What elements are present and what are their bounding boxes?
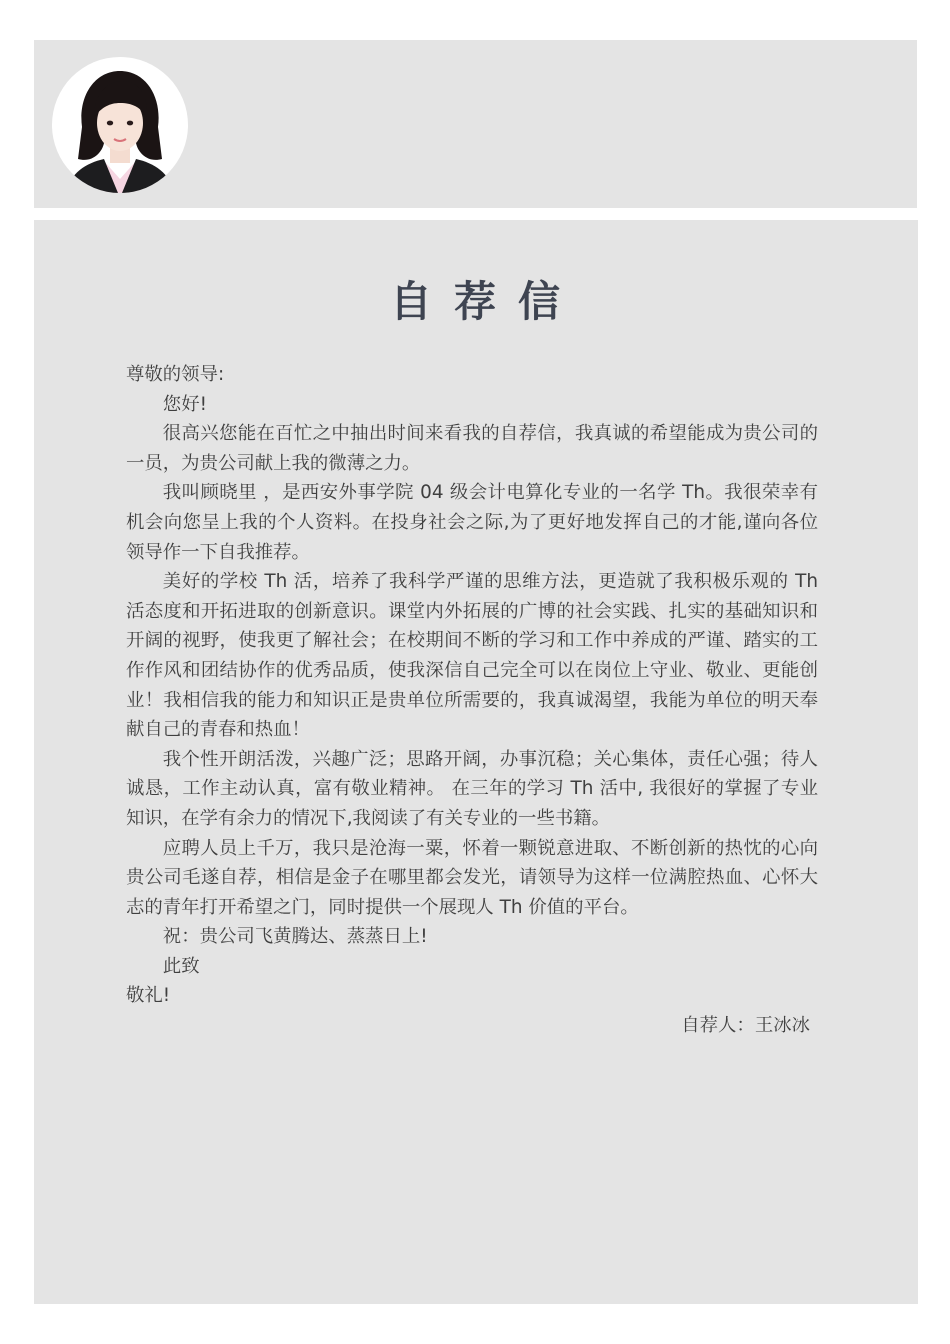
portrait-illustration	[52, 57, 188, 193]
letter-paragraph-4: 我个性开朗活泼，兴趣广泛；思路开阔，办事沉稳；关心集体，责任心强；待人诚恳，工作主动认真，富有敬业精神。 在三年的学习 Th 活中, 我很好的掌握了专业知识，在学有余力的情况下,我阅读了有关专业的一些书籍。	[126, 748, 818, 829]
letter-salutation: 尊敬的领导:	[126, 364, 225, 385]
profile-photo-avatar	[52, 57, 188, 193]
right-eye-shape	[127, 121, 133, 126]
letter-closing-1: 此致	[162, 955, 200, 977]
letter-body	[126, 360, 818, 1041]
letter-closing-2: 敬礼!	[126, 985, 171, 1007]
letter-paragraph-3: 美好的学校 Th 活，培养了我科学严谨的思维方法，更造就了我积极乐观的 Th 活态度和开拓进取的创新意识。课堂内外拓展的广博的社会实践、扎实的基础知识和开阔的视野，使我更了解社会；在校期间不断的学习和工作中养成的严谨、踏实的工作作风和团结协作的优秀品质，使我深信自己完全可以在岗位上守业、敬业、更能创业！我相信我的能力和知识正是贵单位所需要的，我真诚渴望，我能为单位的明天奉献自己的青春和热血！	[126, 571, 818, 741]
left-eye-shape	[107, 121, 113, 126]
letter-wish: 祝：贵公司飞黄腾达、蒸蒸日上!	[162, 926, 428, 948]
letter-paragraph-2: 我叫顾晓里 ，是西安外事学院 04 级会计电算化专业的一名学 Th。我很荣幸有机会向您呈上我的个人资料。在投身社会之际,为了更好地发挥自己的才能,谨向各位领导作一下自我推荐。	[126, 482, 818, 563]
letter-signature: 自荐人：王冰冰	[681, 1015, 810, 1037]
letter-paragraph-1: 很高兴您能在百忙之中抽出时间来看我的自荐信，我真诚的希望能成为贵公司的一员，为贵公司献上我的微薄之力。	[126, 423, 818, 474]
letter-greeting: 您好!	[162, 393, 207, 415]
letter-paragraph-5: 应聘人员上千万，我只是沧海一粟，怀着一颗锐意进取、不断创新的热忱的心向贵公司毛遂自荐，相信是金子在哪里都会发光，请领导为这样一位满腔热血、心怀大志的青年打开希望之门，同时提供一个展现人 Th 价值的平台。	[126, 837, 818, 918]
letter-title: 自荐信	[389, 277, 582, 326]
